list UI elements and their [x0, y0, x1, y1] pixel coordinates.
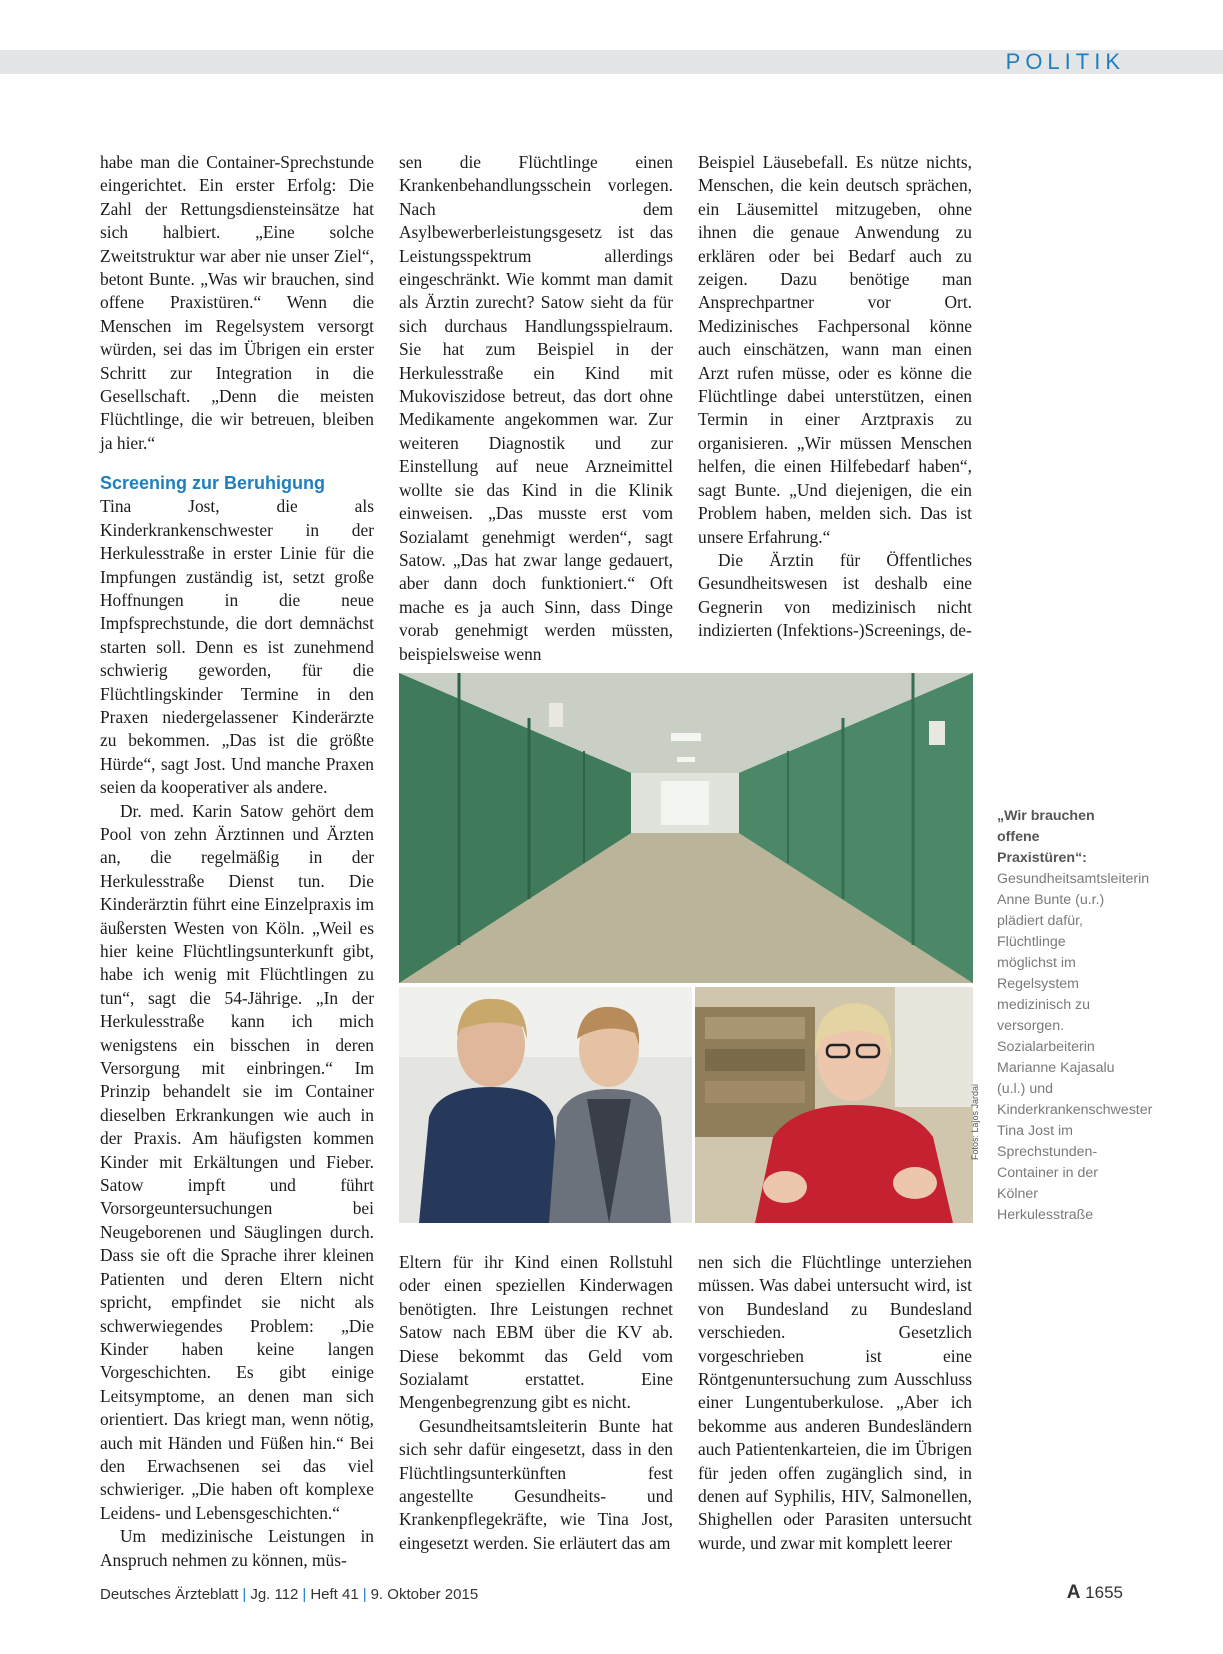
- photo-credit: Fotos: Lajos Jardai: [970, 1083, 980, 1160]
- journal-name: Deutsches Ärzteblatt: [100, 1586, 239, 1603]
- footer-separator: |: [242, 1586, 247, 1603]
- caption-text: Gesundheitsamtsleiterin Anne Bunte (u.r.) plädiert dafür, Flüchtlinge möglichst im Regelsystem medizinisch zu versorgen. Sozialarbeiterin Marianne Kajasalu (u.l.) und Kinderkrankenschwester Tina Jost im Sprechstunden-Container in der Kölner Herkulesstraße: [997, 871, 1153, 1223]
- col1-paragraph-3: Dr. med. Karin Satow gehört dem Pool von zehn Ärztinnen und Ärzten an, die regelmäßig in der Herkulesstraße Dienst tun. Die Kinderärztin führt eine Einzelpraxis im äußersten Westen von Köln. „Weil es hier keine Flüchtlingsunterkunft gibt, habe ich wenig mit Flüchtlingen zu tun“, sagt die 54-Jährige. „In der Herkulesstraße kann ich mich wenigstens ein bisschen in deren Versorgung mit einbringen.“ Im Prinzip behandelt sie im Container dieselben Erkrankungen wie auch in der Praxis. Am häufigsten kommen Kinder mit Erkältungen und Fieber. Satow impft und führt Vorsorgeuntersuchungen bei Neugeborenen und Säuglingen durch. Dass sie oft die Sprache ihrer kleinen Patienten und deren Eltern nicht spricht, empfindet sie nicht als schwerwiegendes Problem: „Die Kinder haben keine langen Vorgeschichten. Es gibt einige Leitsymptome, an denen man sich orientiert. Das kriegt man, wenn nötig, auch mit Händen und Füßen hin.“ Bei den Erwachsenen sei das viel schwieriger. „Die haben oft komplexe Leidens- und Lebensgeschichten.“: [100, 800, 374, 1523]
- col1-paragraph-4: Um medizinische Leistungen in Anspruch nehmen zu können, müs-: [100, 1526, 374, 1570]
- footer-separator: |: [362, 1586, 367, 1603]
- footer-citation: [100, 1585, 478, 1605]
- page-number-value: 1655: [1085, 1583, 1123, 1602]
- page-number: [1067, 1582, 1123, 1604]
- col2b-paragraph-1: Eltern für ihr Kind einen Rollstuhl oder einen speziellen Kinderwagen benötigten. Ihre Leistungen rechnet Satow nach EBM über die KV ab. Diese bekommt das Geld vom Sozialamt erstattet. Eine Mengenbegrenzung gibt es nicht.: [399, 1252, 673, 1413]
- section-label: POLITIK: [1005, 49, 1125, 74]
- issue-date: 9. Oktober 2015: [370, 1586, 479, 1603]
- col3-paragraph-2: Die Ärztin für Öffentliches Gesundheitswesen ist deshalb eine Gegnerin von medizinisch nicht indizierten (Infektions-)Screenings, de-: [698, 549, 972, 641]
- woman-in-red-jacket-photo: [695, 987, 973, 1223]
- col3-paragraph-1: Beispiel Läusebefall. Es nütze nichts, Menschen, die kein deutsch sprächen, ein Läusemittel mitzugeben, ohne ihnen die genaue Anwendung zu erklären oder bei Bedarf auch zu zeigen. Dazu benötige man Ansprechpartner vor Ort. Medizinisches Fachpersonal könne auch einschätzen, wann man einen Arzt rufen müsse, oder es könne die Flüchtlinge dabei unterstützen, einen Termin in einer Arztpraxis zu organisieren. „Wir müssen Menschen helfen, die einen Hilfebedarf haben“, sagt Bunte. „Und diejenigen, die ein Problem haben, melden sich. Das ist unsere Erfahrung.“: [698, 152, 972, 547]
- column-2-bottom: [399, 1251, 673, 1555]
- column-2-top: [399, 151, 673, 666]
- column-1: [100, 151, 374, 1572]
- photo-caption: [997, 806, 1153, 1226]
- column-3-bottom: [698, 1251, 972, 1555]
- col3b-paragraph-1: nen sich die Flüchtlinge unterziehen müssen. Was dabei untersucht wird, ist von Bundesland zu Bundesland verschieden. Gesetzlich vorgeschrieben ist eine Röntgenuntersuchung zum Ausschluss einer Lungentuberkulose. „Aber ich bekomme aus anderen Bundesländern auch Patientenkarteien, die im Übrigen für jeden offen zugänglich sind, in denen auf Syphilis, HIV, Salmonellen, Shighellen oder Parasiten untersucht wurde, und zwar mit komplett leerer: [698, 1252, 972, 1553]
- col2-paragraph-1: sen die Flüchtlinge einen Krankenbehandlungsschein vorlegen. Nach dem Asylbewerberleistungsgesetz ist das Leistungsspektrum allerdings eingeschränkt. Wie kommt man damit als Ärztin zurecht? Satow sieht da für sich durchaus Handlungsspielraum. Sie hat zum Beispiel in der Herkulesstraße ein Kind mit Mukoviszidose betreut, das dort ohne Medikamente angekommen war. Zur weiteren Diagnostik und zur Einstellung auf neue Arzneimittel wollte sie das Kind in die Klinik einweisen. „Das musste erst vom Sozialamt genehmigt werden“, sagt Satow. „Das hat zwar lange gedauert, aber dann doch funktioniert.“ Oft mache es ja auch Sinn, dass Dinge vorab genehmigt werden müssten, beispielsweise wenn: [399, 152, 673, 664]
- corridor-photo: [399, 673, 973, 983]
- col2b-paragraph-2: Gesundheitsamtsleiterin Bunte hat sich sehr dafür eingesetzt, dass in den Flüchtlingsunterkünften fest angestellte Gesundheits- und Krankenpflegekräfte, wie Tina Jost, eingesetzt werden. Sie erläutert das am: [399, 1415, 673, 1553]
- issue: Heft 41: [310, 1586, 359, 1603]
- volume: Jg. 112: [250, 1586, 299, 1603]
- page-letter: A: [1066, 1582, 1081, 1603]
- column-3-top: [698, 151, 972, 643]
- footer-separator: |: [302, 1586, 307, 1603]
- two-women-photo: [399, 987, 692, 1223]
- subheading: Screening zur Beruhigung: [100, 473, 326, 494]
- col1-paragraph-1: habe man die Container-Sprechstunde eingerichtet. Ein erster Erfolg: Die Zahl der Rettungsdiensteinsätze hat sich halbiert. „Eine solche Zweitstruktur war aber nie unser Ziel“, betont Bunte. „Was wir brauchen, sind offene Praxistüren.“ Wenn die Menschen im Regelsystem versorgt würden, sei das im Übrigen ein erster Schritt zur Integration in die Gesellschaft. „Denn die meisten Flüchtlinge, die wir betreuen, bleiben ja hier.“: [100, 152, 374, 453]
- caption-lead: „Wir brauchen offene Praxistüren“:: [997, 808, 1095, 866]
- col1-paragraph-2: Tina Jost, die als Kinderkrankenschwester in der Herkulesstraße in erster Linie für die Impfungen zuständig ist, setzt große Hoffnungen in die neue Impfsprechstunde, die dort demnächst starten soll. Denn es ist zunehmend schwierig geworden, für die Flüchtlingskinder Termine in den Praxen niedergelassener Kinderärzte zu bekommen. „Das ist die größte Hürde“, sagt Jost. Und manche Praxen seien da kooperativer als andere.: [100, 496, 374, 798]
